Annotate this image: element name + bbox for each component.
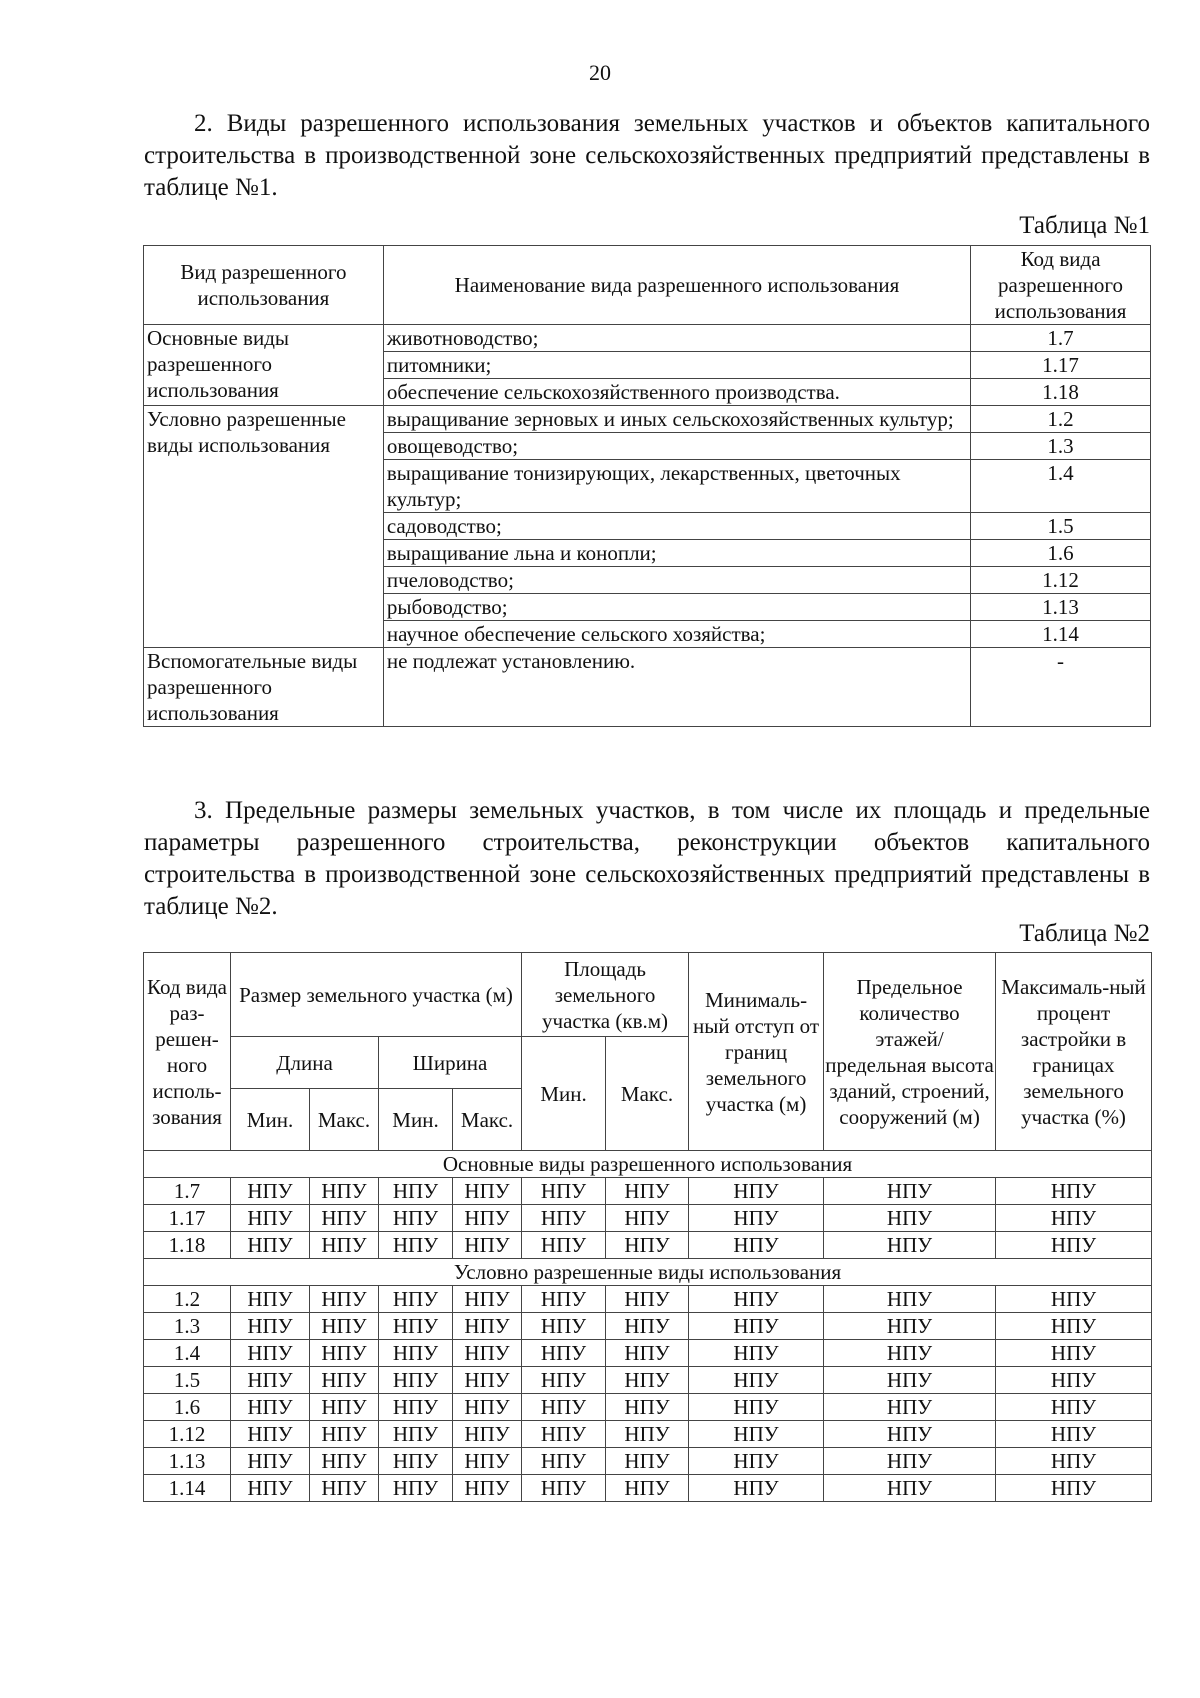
t2-header-percent: Максималь-ный процент застройки в границах земельного участка (%): [996, 953, 1152, 1151]
t1-use-code: -: [971, 648, 1151, 727]
t2-cell-value: НПУ: [310, 1394, 379, 1421]
t1-use-name: не подлежат установлению.: [383, 648, 970, 727]
table-row: [144, 406, 1151, 433]
table-row: [144, 1178, 1152, 1205]
t2-cell-value: НПУ: [379, 1394, 453, 1421]
t2-cell-value: НПУ: [310, 1367, 379, 1394]
t2-header-length-min: Мин.: [231, 1089, 310, 1151]
t2-cell-value: НПУ: [522, 1448, 606, 1475]
t2-cell-value: НПУ: [824, 1421, 996, 1448]
t2-cell-value: НПУ: [453, 1394, 522, 1421]
t2-cell-value: НПУ: [996, 1340, 1152, 1367]
t2-row-code: 1.5: [144, 1367, 231, 1394]
t2-cell-value: НПУ: [310, 1313, 379, 1340]
t2-header-floors: Предельное количество этажей/ предельная высота зданий, строений, сооружений (м): [824, 953, 996, 1151]
t2-cell-value: НПУ: [996, 1286, 1152, 1313]
t1-use-name: рыбоводство;: [383, 594, 970, 621]
t2-cell-value: НПУ: [996, 1205, 1152, 1232]
t1-use-name: садоводство;: [383, 513, 970, 540]
paragraph-3-text: 3. Предельные размеры земельных участков, в том числе их площадь и предельные параметры разрешенного строительства, реконструкции объектов капитального строительства в производственной зоне сельскохозяйственных предприятий представлены в таблице №2.: [144, 797, 1150, 920]
t2-cell-value: НПУ: [453, 1178, 522, 1205]
t2-cell-value: НПУ: [453, 1421, 522, 1448]
t2-cell-value: НПУ: [310, 1475, 379, 1502]
t1-header-name: Наименование вида разрешенного использования: [383, 246, 970, 325]
table-2-caption: Таблица №2: [1019, 920, 1150, 947]
t2-cell-value: НПУ: [606, 1313, 689, 1340]
table-1-caption: Таблица №1: [1019, 212, 1150, 239]
t1-header-code: Код вида разрешенного использования: [971, 246, 1151, 325]
t1-use-name: животноводство;: [383, 325, 970, 352]
t1-use-code: 1.3: [971, 433, 1151, 460]
t2-row-code: 1.7: [144, 1178, 231, 1205]
t2-cell-value: НПУ: [824, 1313, 996, 1340]
t2-cell-value: НПУ: [606, 1475, 689, 1502]
t2-cell-value: НПУ: [689, 1421, 824, 1448]
t2-cell-value: НПУ: [231, 1340, 310, 1367]
table-row: [144, 1421, 1152, 1448]
paragraph-2: [144, 108, 1150, 204]
t2-cell-value: НПУ: [606, 1232, 689, 1259]
t1-use-name: пчеловодство;: [383, 567, 970, 594]
table-row: [144, 1232, 1152, 1259]
t2-cell-value: НПУ: [379, 1232, 453, 1259]
t2-header-area: Площадь земельного участка (кв.м): [522, 953, 689, 1037]
t2-cell-value: НПУ: [996, 1178, 1152, 1205]
t1-use-name: обеспечение сельскохозяйственного производства.: [383, 379, 970, 406]
t2-cell-value: НПУ: [522, 1394, 606, 1421]
t2-cell-value: НПУ: [996, 1313, 1152, 1340]
t2-cell-value: НПУ: [606, 1205, 689, 1232]
t2-header-setback: Минималь-ный отступ от границ земельного участка (м): [689, 953, 824, 1151]
t2-cell-value: НПУ: [379, 1286, 453, 1313]
t2-cell-value: НПУ: [522, 1178, 606, 1205]
t2-header-width-max: Макс.: [453, 1089, 522, 1151]
t2-cell-value: НПУ: [606, 1178, 689, 1205]
t2-header-width: Ширина: [379, 1037, 522, 1089]
table-2: [143, 952, 1152, 1502]
t2-cell-value: НПУ: [231, 1475, 310, 1502]
t2-cell-value: НПУ: [231, 1178, 310, 1205]
t2-cell-value: НПУ: [310, 1178, 379, 1205]
t2-section-row: [144, 1151, 1152, 1178]
t2-cell-value: НПУ: [522, 1232, 606, 1259]
t1-use-code: 1.18: [971, 379, 1151, 406]
t2-section-label: Основные виды разрешенного использования: [144, 1151, 1152, 1178]
t2-cell-value: НПУ: [606, 1421, 689, 1448]
t2-cell-value: НПУ: [606, 1340, 689, 1367]
t2-cell-value: НПУ: [379, 1340, 453, 1367]
t2-cell-value: НПУ: [824, 1367, 996, 1394]
t2-row-code: 1.3: [144, 1313, 231, 1340]
t2-cell-value: НПУ: [689, 1313, 824, 1340]
t2-cell-value: НПУ: [379, 1313, 453, 1340]
t2-cell-value: НПУ: [231, 1205, 310, 1232]
table-row: [144, 1313, 1152, 1340]
t2-cell-value: НПУ: [453, 1448, 522, 1475]
t2-row-code: 1.17: [144, 1205, 231, 1232]
t2-row-code: 1.4: [144, 1340, 231, 1367]
table-1-body: [144, 325, 1151, 727]
table-row: [144, 1394, 1152, 1421]
t2-cell-value: НПУ: [689, 1475, 824, 1502]
t2-cell-value: НПУ: [310, 1340, 379, 1367]
t2-cell-value: НПУ: [996, 1394, 1152, 1421]
t2-cell-value: НПУ: [379, 1475, 453, 1502]
table-row: [144, 1448, 1152, 1475]
t2-cell-value: НПУ: [606, 1286, 689, 1313]
t2-cell-value: НПУ: [231, 1448, 310, 1475]
t2-section-label: Условно разрешенные виды использования: [144, 1259, 1152, 1286]
t2-cell-value: НПУ: [310, 1232, 379, 1259]
t2-section-row: [144, 1259, 1152, 1286]
t2-row-code: 1.6: [144, 1394, 231, 1421]
t2-cell-value: НПУ: [310, 1421, 379, 1448]
t2-cell-value: НПУ: [453, 1367, 522, 1394]
t2-cell-value: НПУ: [379, 1178, 453, 1205]
t2-cell-value: НПУ: [689, 1205, 824, 1232]
t2-cell-value: НПУ: [231, 1313, 310, 1340]
t2-header-length-max: Макс.: [310, 1089, 379, 1151]
t2-cell-value: НПУ: [453, 1340, 522, 1367]
t2-cell-value: НПУ: [996, 1367, 1152, 1394]
t1-use-code: 1.5: [971, 513, 1151, 540]
t1-use-code: 1.6: [971, 540, 1151, 567]
t2-cell-value: НПУ: [824, 1286, 996, 1313]
t1-use-name: выращивание льна и конопли;: [383, 540, 970, 567]
t2-cell-value: НПУ: [453, 1313, 522, 1340]
t2-cell-value: НПУ: [824, 1448, 996, 1475]
t1-header-type: Вид разрешенного использования: [144, 246, 384, 325]
t2-cell-value: НПУ: [231, 1232, 310, 1259]
table-1: [143, 245, 1151, 727]
t1-use-name: овощеводство;: [383, 433, 970, 460]
t1-use-code: 1.14: [971, 621, 1151, 648]
t2-cell-value: НПУ: [689, 1286, 824, 1313]
t2-cell-value: НПУ: [522, 1367, 606, 1394]
t1-use-code: 1.12: [971, 567, 1151, 594]
t2-cell-value: НПУ: [606, 1394, 689, 1421]
t2-row-code: 1.14: [144, 1475, 231, 1502]
t1-use-code: 1.13: [971, 594, 1151, 621]
t2-cell-value: НПУ: [231, 1286, 310, 1313]
t2-cell-value: НПУ: [453, 1205, 522, 1232]
t1-use-name: научное обеспечение сельского хозяйства;: [383, 621, 970, 648]
t2-cell-value: НПУ: [996, 1232, 1152, 1259]
t2-cell-value: НПУ: [231, 1367, 310, 1394]
t2-cell-value: НПУ: [606, 1448, 689, 1475]
table-row: [144, 1475, 1152, 1502]
t2-cell-value: НПУ: [379, 1367, 453, 1394]
t2-cell-value: НПУ: [996, 1421, 1152, 1448]
t2-cell-value: НПУ: [824, 1475, 996, 1502]
t2-cell-value: НПУ: [689, 1367, 824, 1394]
t2-cell-value: НПУ: [379, 1205, 453, 1232]
t1-use-name: выращивание тонизирующих, лекарственных, цветочных культур;: [383, 460, 970, 513]
table-row: [144, 1340, 1152, 1367]
t2-cell-value: НПУ: [522, 1313, 606, 1340]
t2-cell-value: НПУ: [689, 1232, 824, 1259]
t2-cell-value: НПУ: [824, 1394, 996, 1421]
t2-cell-value: НПУ: [824, 1232, 996, 1259]
t2-cell-value: НПУ: [453, 1232, 522, 1259]
t2-cell-value: НПУ: [453, 1286, 522, 1313]
t2-header-area-max: Макс.: [606, 1037, 689, 1151]
t2-cell-value: НПУ: [996, 1475, 1152, 1502]
paragraph-2-text: 2. Виды разрешенного использования земельных участков и объектов капитального строительства в производственной зоне сельскохозяйственных предприятий представлены в таблице №1.: [144, 110, 1150, 201]
t2-cell-value: НПУ: [310, 1448, 379, 1475]
t2-row-code: 1.12: [144, 1421, 231, 1448]
table-row: [144, 1367, 1152, 1394]
t2-cell-value: НПУ: [231, 1421, 310, 1448]
t1-use-code: 1.7: [971, 325, 1151, 352]
t2-cell-value: НПУ: [522, 1475, 606, 1502]
t1-use-name: питомники;: [383, 352, 970, 379]
t2-cell-value: НПУ: [689, 1178, 824, 1205]
t1-use-name: выращивание зерновых и иных сельскохозяйственных культур;: [383, 406, 970, 433]
t1-group-label: Основные виды разрешенного использования: [144, 325, 384, 406]
t2-row-code: 1.2: [144, 1286, 231, 1313]
table-row: [144, 1205, 1152, 1232]
t2-cell-value: НПУ: [606, 1367, 689, 1394]
table-row: [144, 1286, 1152, 1313]
t2-cell-value: НПУ: [310, 1286, 379, 1313]
table-row: [144, 325, 1151, 352]
t2-cell-value: НПУ: [824, 1205, 996, 1232]
t2-row-code: 1.18: [144, 1232, 231, 1259]
t2-header-length: Длина: [231, 1037, 379, 1089]
paragraph-3: [144, 795, 1150, 923]
t2-row-code: 1.13: [144, 1448, 231, 1475]
t2-cell-value: НПУ: [310, 1205, 379, 1232]
t2-cell-value: НПУ: [824, 1340, 996, 1367]
t2-cell-value: НПУ: [689, 1340, 824, 1367]
t2-cell-value: НПУ: [996, 1448, 1152, 1475]
t2-cell-value: НПУ: [379, 1421, 453, 1448]
t2-cell-value: НПУ: [522, 1205, 606, 1232]
t1-use-code: 1.4: [971, 460, 1151, 513]
t2-header-area-min: Мин.: [522, 1037, 606, 1151]
t2-header-code: Код вида раз-решен-ного исполь-зования: [144, 953, 231, 1151]
table-2-body: [144, 1151, 1152, 1502]
t2-header-size: Размер земельного участка (м): [231, 953, 522, 1037]
t2-cell-value: НПУ: [689, 1448, 824, 1475]
t2-cell-value: НПУ: [522, 1286, 606, 1313]
t1-use-code: 1.2: [971, 406, 1151, 433]
t2-cell-value: НПУ: [379, 1448, 453, 1475]
t2-cell-value: НПУ: [231, 1394, 310, 1421]
t2-header-width-min: Мин.: [379, 1089, 453, 1151]
t2-cell-value: НПУ: [453, 1475, 522, 1502]
table-row: [144, 648, 1151, 727]
t2-cell-value: НПУ: [689, 1394, 824, 1421]
t2-cell-value: НПУ: [522, 1421, 606, 1448]
t1-group-label: Вспомогательные виды разрешенного использования: [144, 648, 384, 727]
t1-group-label: Условно разрешенные виды использования: [144, 406, 384, 648]
t2-cell-value: НПУ: [522, 1340, 606, 1367]
page-number: 20: [589, 60, 611, 85]
t1-use-code: 1.17: [971, 352, 1151, 379]
t2-cell-value: НПУ: [824, 1178, 996, 1205]
